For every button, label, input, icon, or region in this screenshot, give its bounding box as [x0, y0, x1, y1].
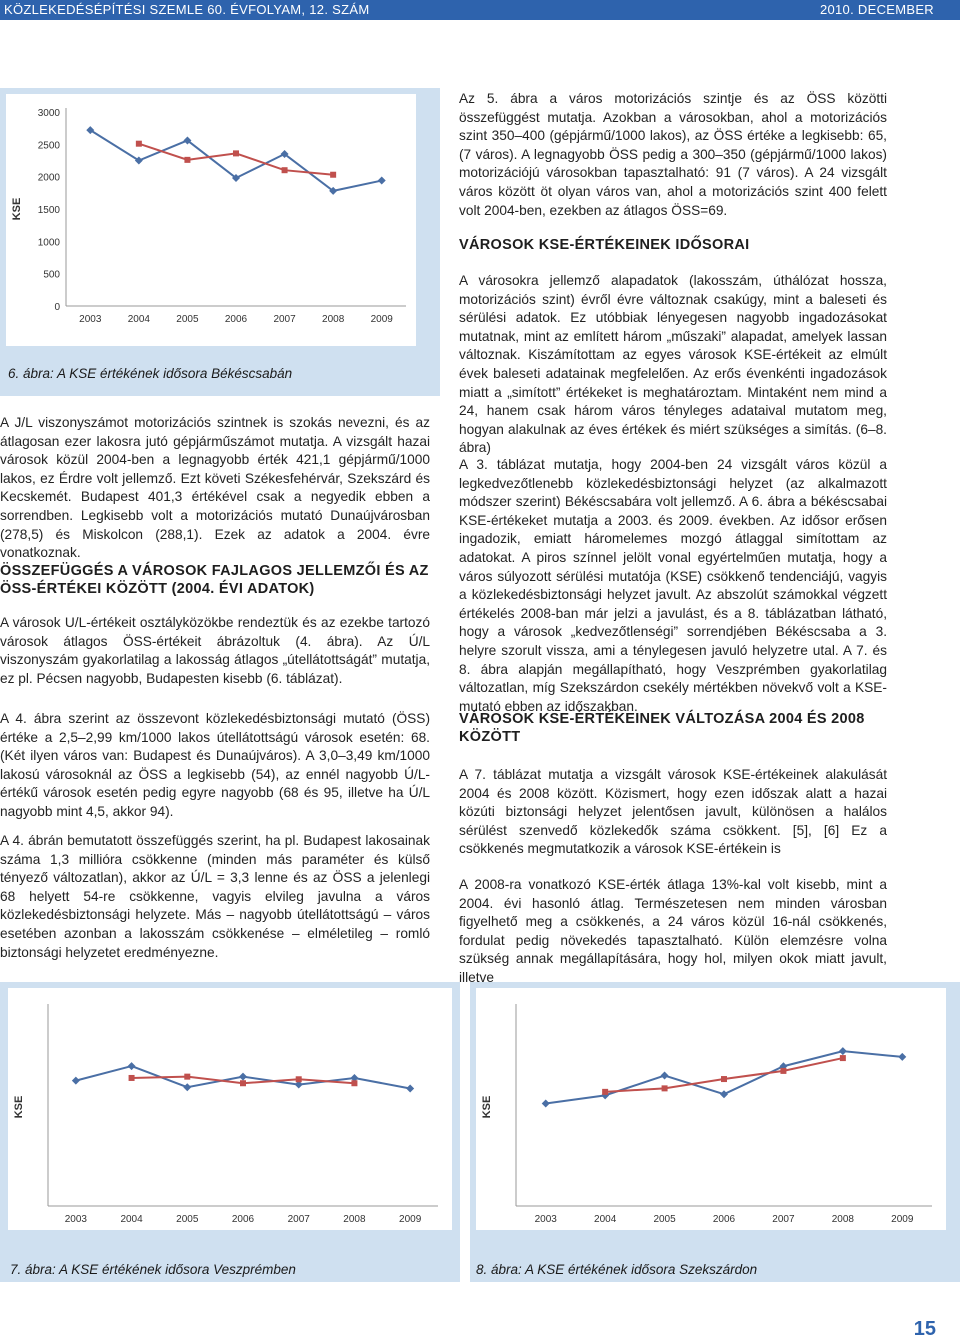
y-tick-label: 3000: [37, 108, 60, 119]
x-tick-label: 2007: [273, 314, 296, 325]
y-axis-label: KSE: [11, 197, 23, 221]
x-tick-label: 2006: [224, 314, 248, 325]
journal-title: KÖZLEKEDÉSÉPÍTÉSI SZEMLE 60. ÉVFOLYAM, 12. SZÁM: [4, 2, 370, 17]
x-tick-label: 2008: [831, 1214, 854, 1225]
paragraph: A 4. ábra szerint az összevont közlekedésbiztonsági mutató (ÖSS) értéke a 2,5–2,99 km/1000 lakos útellátottságú városok esetén: 68. (Két ilyen város van: Budapest és Dunaújváros). A 3,0–3,49 km/1000 lakosú városoknál az ÖSS a legkisebb (54), az ennél nagyobb Ú/L-értékű városok esetén pedig egyre nagyobb (68 és 95, illetve ha Ú/L nagyobb mint 4,5, akkor 94).: [0, 711, 430, 819]
paragraph: A városok U/L-értékeit osztályközökbe rendeztük és az ezekbe tartozó városok átlagos ÖSS-értékeit ábrázoltuk (4. ábra). Az Ú/L viszonyszám gyakorlatilag a lakosság átlagos „útellátottságát” mutatja, ez pl. Pécsen nagyobb, Budapesten kisebb (6. táblázat).: [0, 615, 430, 686]
data-point: [720, 1090, 728, 1098]
data-point: [661, 1072, 669, 1080]
x-tick-label: 2005: [176, 314, 199, 325]
y-tick-label: 500: [43, 269, 60, 281]
data-point: [233, 150, 239, 156]
x-tick-label: 2008: [322, 314, 345, 325]
x-tick-label: 2004: [127, 314, 150, 325]
data-point: [406, 1085, 414, 1093]
paragraph: A J/L viszonyszámot motorizációs szintnek is szokás nevezni, és az átlagosan ezer lakosra jutó gépjárműszámot mutatja. A vizsgált hazai városok közül 2004-ben a legnagyobb érték 421,1 gépjármű/1000 lakos, ez Érdre volt jellemző. Ezt követi Székesfehérvár, Szekszárd és Kecskemét. Budapest 401,3 értékével csak a negyedik ebben a sorrendben. Legkisebb volt a motorizációs mutató Dunaújvárosban (278,5) és Miskolcon (288,1). Ezek az adatok a 2004. évre vonatkoznak.: [0, 415, 430, 561]
y-tick-label: 2000: [37, 172, 60, 184]
x-tick-label: 2009: [891, 1214, 914, 1225]
x-tick-label: 2005: [653, 1214, 676, 1225]
figure-8-panel: [470, 982, 960, 1282]
data-point: [542, 1100, 550, 1108]
x-tick-label: 2006: [712, 1214, 736, 1225]
data-point: [183, 1083, 191, 1091]
x-tick-label: 2003: [79, 314, 102, 325]
figure-6-svg: [6, 94, 416, 346]
data-point: [72, 1077, 80, 1085]
x-tick-label: 2009: [399, 1214, 422, 1225]
data-point: [184, 1074, 190, 1080]
x-tick-label: 2009: [370, 314, 393, 325]
left-column-p2: [0, 614, 430, 688]
data-point: [330, 172, 336, 178]
data-point: [351, 1080, 357, 1086]
paragraph: A 7. táblázat mutatja a vizsgált városok KSE-értékeinek alakulását 2004 és 2008 között. Közismert, hogy ezen időszak alatt a hazai közúti biztonsági helyzet jelentősen javult, különösen a halálos sérülést szenvedő közlekedők száma csökkent. [5], [6] Ez a csökkenés megmutatkozik a városok KSE-értékein is: [459, 767, 887, 857]
y-axis-label: KSE: [481, 1095, 493, 1119]
figure-6-chart: [6, 94, 416, 346]
figure-6-caption: 6. ábra: A KSE értékének idősora Békéscsabán: [8, 366, 293, 381]
right-column-p3: [459, 456, 887, 716]
page-number: 15: [913, 1318, 936, 1340]
figure-7-svg: [8, 988, 452, 1230]
data-point: [662, 1085, 668, 1091]
x-tick-label: 2004: [594, 1214, 617, 1225]
right-column-p4: [459, 766, 887, 859]
left-column-p3: [0, 710, 430, 822]
x-tick-label: 2008: [343, 1214, 366, 1225]
figure-7-chart: [8, 988, 452, 1230]
section-heading-ossz: ÖSSZEFÜGGÉS A VÁROSOK FAJLAGOS JELLEMZŐI ÉS AZ ÖSS-ÉRTÉKEI KÖZÖTT (2004. ÉVI ADATOK): [0, 563, 429, 597]
figure-8-caption: 8. ábra: A KSE értékének idősora Szekszárdon: [476, 1262, 758, 1277]
paragraph: A 4. ábrán bemutatott összefüggés szerint, ha pl. Budapest lakosainak száma 1,3 millióra csökkenne (minden más paraméter és külső tényező változatlan), akkor az Ú/L = 3,3 lenne és az ÖSS a jelenlegi 68 helyett 54-re csökkenne, vagyis elvileg javulna a város közlekedésbiztonsági helyzete. Más – nagyobb útellátottságú – város esetében azonban a lakosszám csökkenése – elméletileg – romló biztonsági helyzetet eredményezne.: [0, 833, 430, 960]
right-column-p2: [459, 272, 887, 458]
issue-date: 2010. DECEMBER: [819, 2, 934, 17]
data-point: [721, 1076, 727, 1082]
paragraph: Az 5. ábra a város motorizációs szintje és az ÖSS közötti összefüggést mutatja. Azokban a városokban, ahol a motorizációs szint 350–400 (gépjármű/1000 lakos), az ÖSS értéke a legkisebb: 65, (7 város). A legnagyobb ÖSS pedig a 300–350 (gépjármű/1000 lakos) motorizációjú városokban tapasztalható: 91 (7 város). A 24 vizsgált város között öt olyan város van, ahol a motorizációs szint 400 felett volt 2004-ben, ezekben az átlagos ÖSS=69.: [459, 91, 887, 218]
data-point: [898, 1053, 906, 1061]
right-column-p5: [459, 876, 887, 988]
y-tick-label: 1000: [37, 237, 60, 249]
data-point: [780, 1068, 786, 1074]
data-point: [296, 1076, 302, 1082]
data-point: [239, 1073, 247, 1081]
x-tick-label: 2005: [176, 1214, 199, 1225]
data-point: [240, 1080, 246, 1086]
data-point: [840, 1055, 846, 1061]
data-point: [128, 1062, 136, 1070]
left-column-p4: [0, 832, 430, 962]
x-tick-label: 2004: [120, 1214, 143, 1225]
right-column-p1: [459, 90, 887, 220]
series-line-2: [605, 1058, 843, 1092]
paragraph: A 3. táblázat mutatja, hogy 2004-ben 24 vizsgált város közül a legkedvezőtlenebb közlekedésbiztonsági helyzet (az alkalmazott módszer szerint) Békéscsabára volt jellemző. A 6. ábra a békéscsabai KSE-értékeket mutatja a 2003. és 2009. években. Az idősor erősen ingadozik, emiatt háromelemes mozgó átlaggal simítottam az adatokat. A piros színnel jelölt vonal egyértelműen mutatja, hogy a város súlyozott sérülési mutatója (KSE) csökkenő tendenciájú, vagyis a közlekedésbiztonsági helyzet javult. Az abszolút számokkal végzett értékelés 2008-ban már jelzi a javulást, és a 8. táblázatban látható, hogy a városok „kedvezőtlenségi” sorrendjében Békéscsaba a 3. helyre szorult vissza, ami a ténylegesen javuló helyzetre utal. A 7. és 8. ábra alapján megállapítható, hogy Veszprémben gyakorlatilag változatlan, míg Szekszárdon csekély mértékben növekvő volt a KSE-mutató ebben az időszakban.: [459, 457, 887, 714]
section-heading-valtozasa: VÁROSOK KSE-ÉRTÉKEINEK VÁLTOZÁSA 2004 ÉS 2008 KÖZÖTT: [459, 711, 865, 745]
paragraph: A városokra jellemző alapadatok (lakosszám, úthálózat hossza, motorizációs szint) évről évre változnak csakúgy, mint a baleseti és sérülési adatok. Ez utóbbiak lényegesen nagyobb ingadozásokat mutatnak, mint az említett három „műszaki” alapadat, amelyek lassan változnak. Kiszámítottam az egyes városok KSE-értékeit az elmúlt évek baleseti adatainak megfelelően. Az erős évenkénti ingadozások miatt a „simított” értékeket is meghatároztam. Mintaként nem mind a 24, hanem csak három város tényleges adataival mutatom meg, hogyan alakulnak az éves értékek és miért szükséges a simítás. (6–8. ábra): [459, 273, 887, 456]
y-axis-label: KSE: [13, 1095, 25, 1119]
figure-8-chart: [476, 988, 946, 1230]
y-tick-label: 2500: [37, 140, 60, 152]
data-point: [378, 177, 386, 185]
data-point: [184, 157, 190, 163]
data-point: [136, 141, 142, 147]
x-tick-label: 2007: [287, 1214, 310, 1225]
header-bar: [0, 0, 960, 20]
section-heading-idosorai: VÁROSOK KSE-ÉRTÉKEINEK IDŐSORAI: [459, 237, 750, 253]
x-tick-label: 2006: [231, 1214, 255, 1225]
x-tick-label: 2003: [64, 1214, 87, 1225]
figure-7-caption: 7. ábra: A KSE értékének idősora Veszprémben: [10, 1262, 296, 1277]
figure-8-svg: [476, 988, 946, 1230]
paragraph: A 2008-ra vonatkozó KSE-érték átlaga 13%-kal volt kisebb, mint a 2004. évi hasonló átlag. Természetesen nem minden városban figyelhető meg a csökkenés, a 24 város közül 16-nál csökkenés, fordulat pedig növekedés tapasztalható. Külön elemzésre volna szükség annak megállapítására, hogy hol, milyen okok miatt javult, illetve: [459, 877, 887, 985]
y-tick-label: 0: [54, 302, 60, 313]
x-tick-label: 2007: [772, 1214, 795, 1225]
data-point: [602, 1089, 608, 1095]
x-tick-label: 2003: [534, 1214, 557, 1225]
data-point: [839, 1047, 847, 1055]
data-point: [129, 1075, 135, 1081]
data-point: [282, 167, 288, 173]
y-tick-label: 1500: [37, 205, 60, 216]
figure-7-panel: [0, 982, 460, 1282]
left-column-p1: [0, 414, 430, 563]
figure-6-panel: [0, 88, 440, 396]
